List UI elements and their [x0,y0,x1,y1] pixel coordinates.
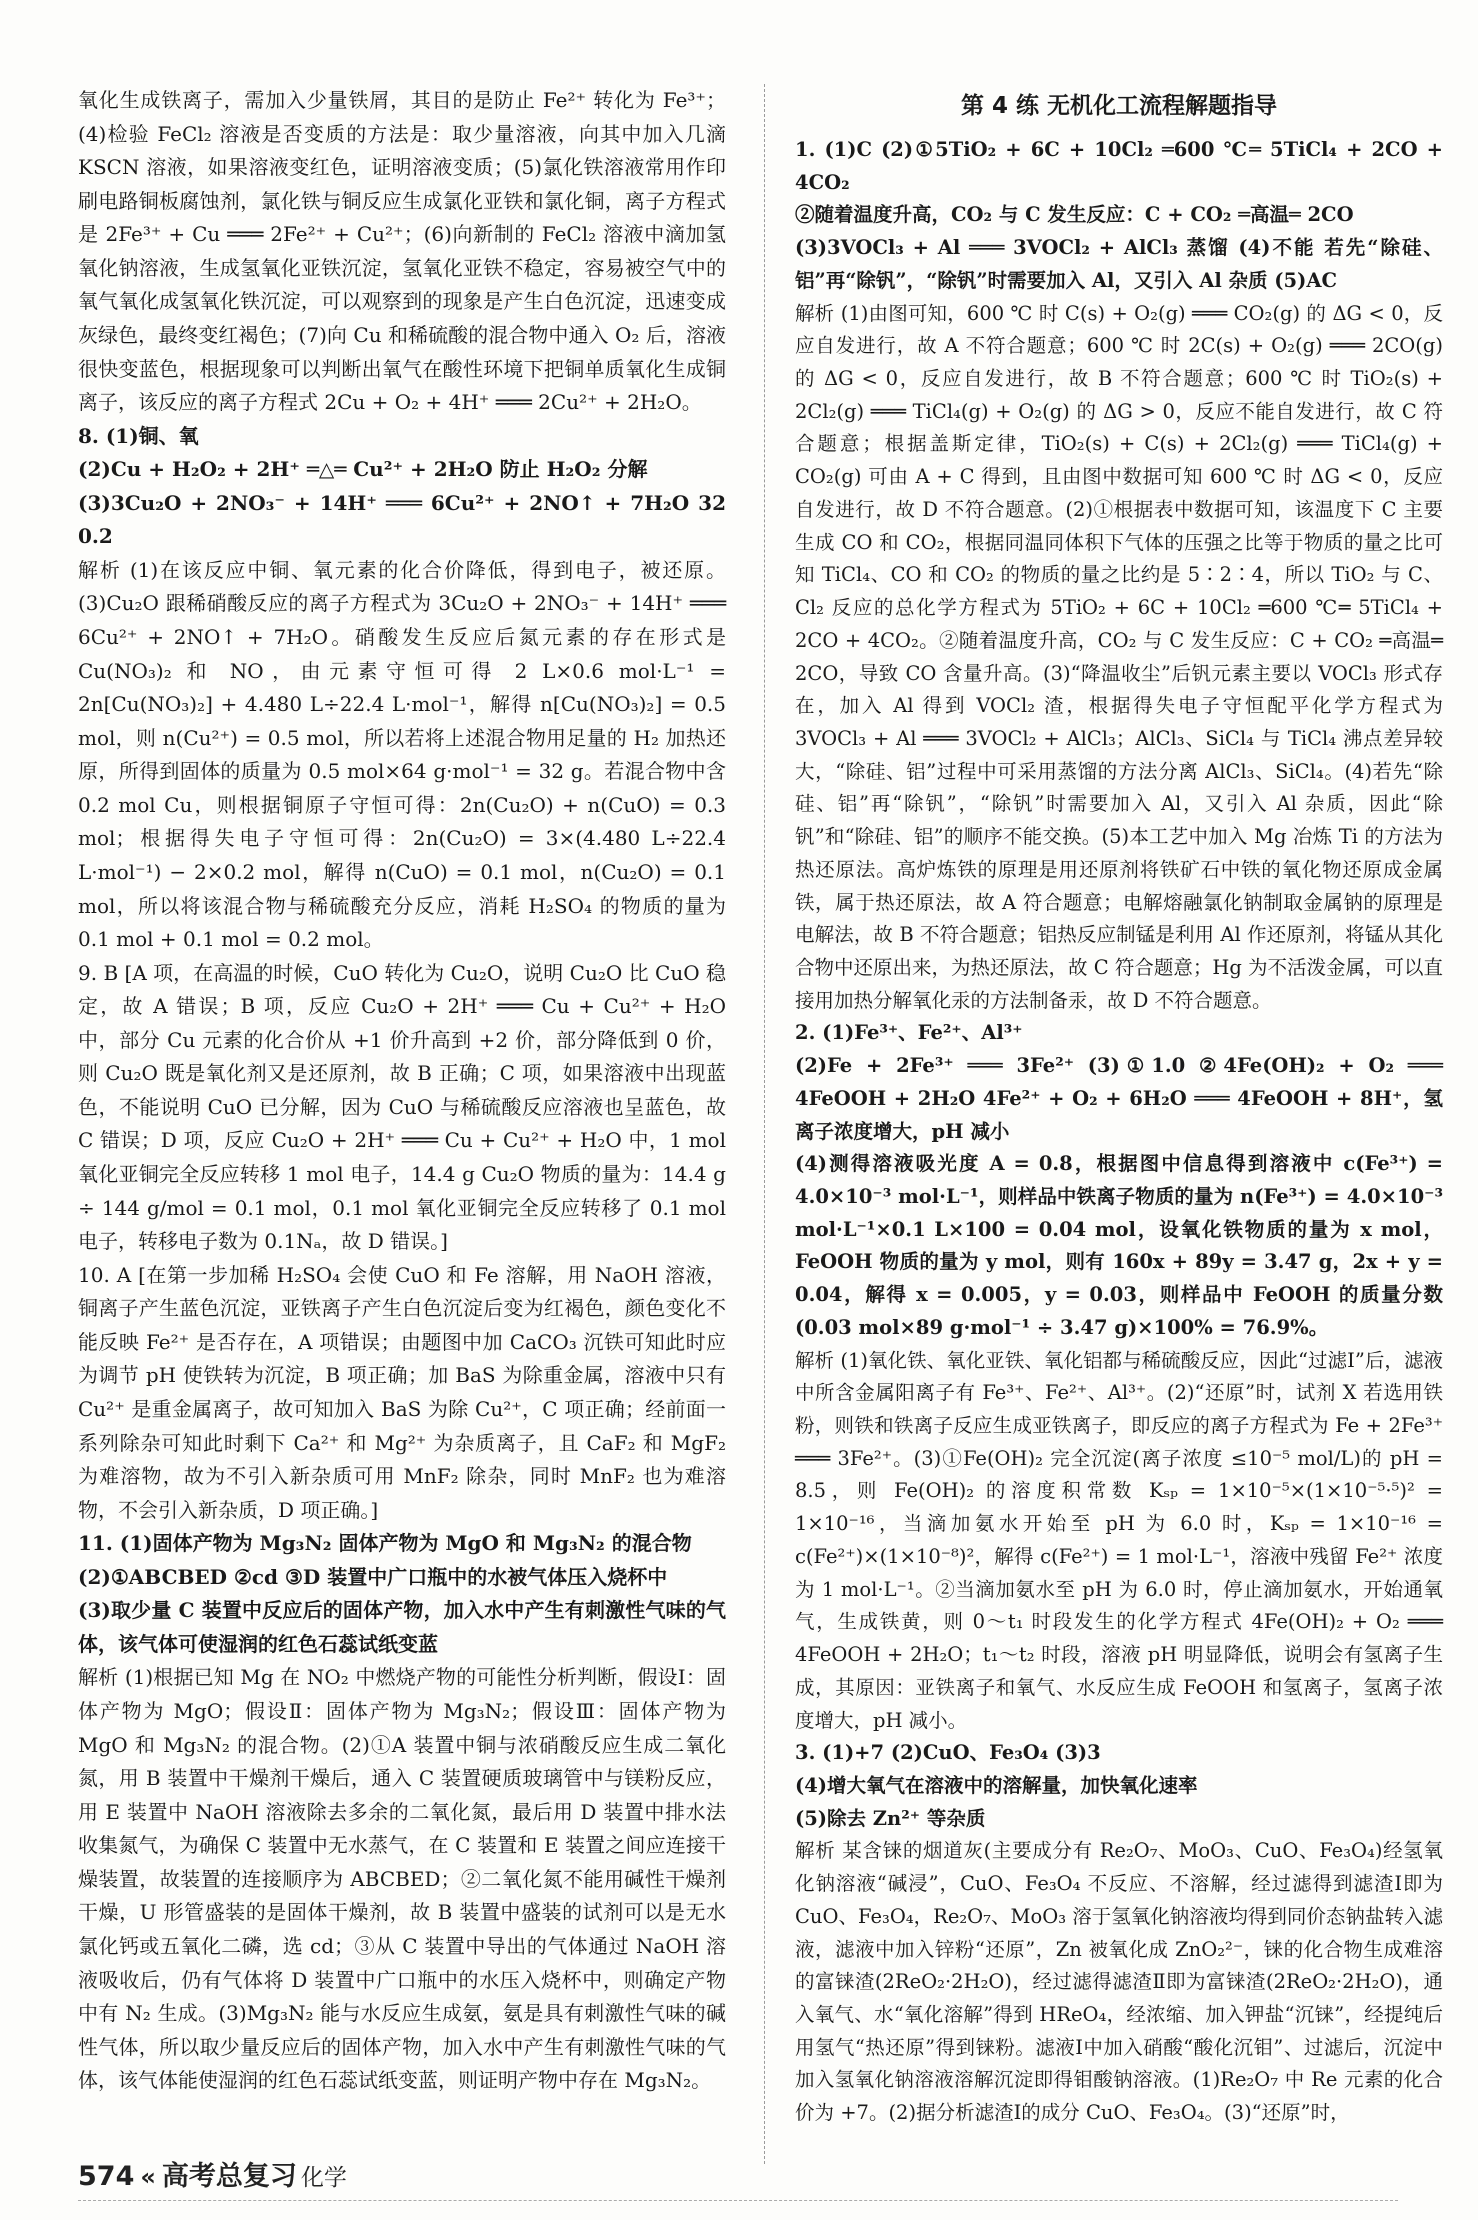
left-answer-line: 11. (1)固体产物为 Mg₃N₂ 固体产物为 MgO 和 Mg₃N₂ 的混合物 [78,1531,692,1556]
left-answer-line: (2)Cu + H₂O₂ + 2H⁺ ═△═ Cu²⁺ + 2H₂O 防止 H₂O₂ 分解 [78,457,648,482]
right-explanation-paragraph: 解析 (1)由图可知，600 ℃ 时 C(s) + O₂(g) ═══ CO₂(g) 的 ΔG < 0，反应自发进行，故 A 不符合题意；600 ℃ 时 2C(s) + O₂(g) ═══ 2CO(g) 的 ΔG < 0，反应自发进行，故 B 不符合题意；600 ℃ 时 TiO₂(s) + 2Cl₂(g) ═══ TiCl₄(g) + O₂(g) 的 ΔG > 0，反应不能自发进行，故 C 符合题意；根据盖斯定律，TiO₂(s) + C(s) + 2Cl₂(g) ═══ TiCl₄(g) + CO₂(g) 可由 A + C 得到，且由图中数据可知 600 ℃ 时 ΔG < 0，反应自发进行，故 D 不符合题意。(2)①根据表中数据可知，该温度下 C 主要生成 CO 和 CO₂，根据同温同体积下气体的压强之比等于物质的量之比可知 TiCl₄、CO 和 CO₂ 的物质的量之比约是 5∶2∶4，所以 TiO₂ 与 C、Cl₂ 反应的总化学方程式为 5TiO₂ + 6C + 10Cl₂ ═600 ℃═ 5TiCl₄ + 2CO + 4CO₂。②随着温度升高，CO₂ 与 C 发生反应：C + CO₂ ═高温═ 2CO，导致 CO 含量升高。(3)“降温收尘”后钒元素主要以 VOCl₃ 形式存在，加入 Al 得到 VOCl₂ 渣，根据得失电子守恒配平化学方程式为 3VOCl₃ + Al ═══ 3VOCl₂ + AlCl₃；AlCl₃、SiCl₄ 与 TiCl₄ 沸点差异较大，“除硅、铝”过程中可采用蒸馏的方法分离 AlCl₃、SiCl₄。(4)若先“除硅、铝”再“除钒”，“除钒”时需要加入 Al，又引入 Al 杂质，因此“除钒”和“除硅、铝”的顺序不能交换。(5)本工艺中加入 Mg 冶炼 Ti 的方法为热还原法。高炉炼铁的原理是用还原剂将铁矿石中铁的氧化物还原成金属铁，属于热还原法，故 A 符合题意；电解熔融氯化钠制取金属钠的原理是电解法，故 B 不符合题意；铝热反应制锰是利用 Al 作还原剂，将锰从其化合物中还原出来，为热还原法，故 C 符合题意；Hg 为不活泼金属，可以直接用加热分解氧化汞的方法制备汞，故 D 不符合题意。 [795,301,1444,1012]
right-answer-line: 1. (1)C (2)①5TiO₂ + 6C + 10Cl₂ ═600 ℃═ 5TiCl₄ + 2CO + 4CO₂ [795,138,1443,194]
left-explanation-paragraph: 9. B [A 项，在高温的时候，CuO 转化为 Cu₂O，说明 Cu₂O 比 CuO 稳定，故 A 错误；B 项，反应 Cu₂O + 2H⁺ ═══ Cu + Cu²⁺ + H₂O 中，部分 Cu 元素的化合价从 +1 价升高到 +2 价，部分降低到 0 价，则 Cu₂O 既是氧化剂又是还原剂，故 B 正确；C 项，如果溶液中出现蓝色，不能说明 CuO 已分解，因为 CuO 与稀硫酸反应溶液也呈蓝色，故 C 错误；D 项，反应 Cu₂O + 2H⁺ ═══ Cu + Cu²⁺ + H₂O 中，1 mol 氧化亚铜完全反应转移 1 mol 电子，14.4 g Cu₂O 物质的量为：14.4 g ÷ 144 g/mol = 0.1 mol，0.1 mol 氧化亚铜完全反应转移了 0.1 mol 电子，转移电子数为 0.1Nₐ，故 D 错误。] [78,960,726,1254]
subject-label: 化学 [300,2165,347,2191]
left-explanation-paragraph: 氧化生成铁离子，需加入少量铁屑，其目的是防止 Fe²⁺ 转化为 Fe³⁺；(4)检验 FeCl₂ 溶液是否变质的方法是：取少量溶液，向其中加入几滴 KSCN 溶液，如果溶液变红色，证明溶液变质；(5)氯化铁溶液常用作印刷电路铜板腐蚀剂，氯化铁与铜反应生成氯化亚铁和氯化铜，离子方程式是 2Fe³⁺ + Cu ═══ 2Fe²⁺ + Cu²⁺；(6)向新制的 FeCl₂ 溶液中滴加氢氧化钠溶液，生成氢氧化亚铁沉淀，氢氧化亚铁不稳定，容易被空气中的氧气氧化成氢氧化铁沉淀，可以观察到的现象是产生白色沉淀，迅速变成灰绿色，最终变红褐色；(7)向 Cu 和稀硫酸的混合物中通入 O₂ 后，溶液很快变蓝色，根据现象可以判断出氧气在酸性环境下把铜单质氧化生成铜离子，该反应的离子方程式 2Cu + O₂ + 4H⁺ ═══ 2Cu²⁺ + 2H₂O。 [78,88,726,415]
left-explanation-paragraph: 解析 (1)根据已知 Mg 在 NO₂ 中燃烧产物的可能性分析判断，假设Ⅰ：固体产物为 MgO；假设Ⅱ：固体产物为 Mg₃N₂；假设Ⅲ：固体产物为 MgO 和 Mg₃N₂ 的混合物。(2)①A 装置中铜与浓硝酸反应生成二氧化氮，用 B 装置中干燥剂干燥后，通入 C 装置硬质玻璃管中与镁粉反应，用 E 装置中 NaOH 溶液除去多余的二氧化氮，最后用 D 装置中排水法收集氮气，为确保 C 装置中无水蒸气，在 C 装置和 E 装置之间应连接干燥装置，故装置的连接顺序为 ABCBED；②二氧化氮不能用碱性干燥剂干燥，U 形管盛装的是固体干燥剂，故 B 装置中盛装的试剂可以是无水氯化钙或五氧化二磷，选 cd；③从 C 装置中导出的气体通过 NaOH 溶液吸收后，仍有气体将 D 装置中广口瓶中的水压入烧杯中，则确定产物中有 N₂ 生成。(3)Mg₃N₂ 能与水反应生成氨，氨是具有刺激性气味的碱性气体，所以取少量反应后的固体产物，加入水中产生有刺激性气味的气体，该气体能使湿润的红色石蕊试纸变蓝，则证明产物中存在 Mg₃N₂。 [78,1665,726,2093]
left-answer-line: (3)3Cu₂O + 2NO₃⁻ + 14H⁺ ═══ 6Cu²⁺ + 2NO↑ + 7H₂O 32 0.2 [78,490,726,549]
left-answer-line: (3)取少量 C 装置中反应后的固体产物，加入水中产生有刺激性气味的气体，该气体可使湿润的红色石蕊试纸变蓝 [78,1598,726,1656]
right-answer-line: 2. (1)Fe³⁺、Fe²⁺、Al³⁺ [795,1021,1023,1045]
section-title: 第 4 练 无机化工流程解题指导 [960,93,1278,119]
right-answer-line: (4)增大氧气在溶液中的溶解量，加快氧化速率 [795,1773,1198,1797]
footer-rule [78,2200,1398,2201]
left-answer-line: (2)①ABCBED ②cd ③D 装置中广口瓶中的水被气体压入烧杯中 [78,1564,668,1589]
page-footer [78,2154,347,2193]
book-title: 高考总复习 [161,2161,297,2192]
right-explanation-paragraph: 解析 某含铼的烟道灰(主要成分有 Re₂O₇、MoO₃、CuO、Fe₃O₄)经氢氧化钠溶液“碱浸”，CuO、Fe₃O₄ 不反应、不溶解，经过滤得到滤渣Ⅰ即为 CuO、Fe₃O₄，Re₂O₇、MoO₃ 溶于氢氧化钠溶液均得到同价态钠盐转入滤液，滤液中加入锌粉“还原”，Zn 被氧化成 ZnO₂²⁻，铼的化合物生成难溶的富铼渣(2ReO₂·2H₂O)，经过滤得滤渣Ⅱ即为富铼渣(2ReO₂·2H₂O)，通入氧气、水“氧化溶解”得到 HReO₄，经浓缩、加入钾盐“沉铼”，经提纯后用氢气“热还原”得到铼粉。滤液Ⅰ中加入硝酸“酸化沉钼”、过滤后，沉淀中加入氢氧化钠溶液溶解沉淀即得钼酸钠溶液。(1)Re₂O₇ 中 Re 元素的化合价为 +7。(2)据分析滤渣Ⅰ的成分 CuO、Fe₃O₄。(3)“还原”时， [795,1839,1443,2125]
right-answer-line: ②随着温度升高，CO₂ 与 C 发生反应：C + CO₂ ═高温═ 2CO [795,203,1354,227]
double-chevron-icon: « [140,2163,156,2191]
column-divider [764,84,765,2164]
page-number: 574 [78,2161,135,2192]
right-answer-line: (5)除去 Zn²⁺ 等杂质 [795,1806,986,1830]
left-explanation-paragraph: 解析 (1)在该反应中铜、氧元素的化合价降低，得到电子，被还原。(3)Cu₂O 跟稀硝酸反应的离子方程式为 3Cu₂O + 2NO₃⁻ + 14H⁺ ═══ 6Cu²⁺ + 2NO↑ + 7H₂O。硝酸发生反应后氮元素的存在形式是 Cu(NO₃)₂ 和 NO，由元素守恒可得 2 L×0.6 mol·L⁻¹ = 2n[Cu(NO₃)₂] + 4.480 L÷22.4 L·mol⁻¹，解得 n[Cu(NO₃)₂] = 0.5 mol，则 n(Cu²⁺) = 0.5 mol，所以若将上述混合物用足量的 H₂ 加热还原，所得到固体的质量为 0.5 mol×64 g·mol⁻¹ = 32 g。若混合物中含 0.2 mol Cu，则根据铜原子守恒可得：2n(Cu₂O) + n(CuO) = 0.3 mol；根据得失电子守恒可得：2n(Cu₂O) = 3×(4.480 L÷22.4 L·mol⁻¹) − 2×0.2 mol，解得 n(CuO) = 0.1 mol，n(Cu₂O) = 0.1 mol，所以将该混合物与稀硫酸充分反应，消耗 H₂SO₄ 的物质的量为 0.1 mol + 0.1 mol = 0.2 mol。 [78,557,726,952]
right-answer-line: (4)测得溶液吸光度 A = 0.8，根据图中信息得到溶液中 c(Fe³⁺) = 4.0×10⁻³ mol·L⁻¹，则样品中铁离子物质的量为 n(Fe³⁺) = 4.0×10⁻³ mol·L⁻¹×0.1 L×100 = 0.04 mol，设氧化铁物质的量为 x mol，FeOOH 物质的量为 y mol，则有 160x + 89y = 3.47 g，2x + y = 0.04，解得 x = 0.005，y = 0.03，则样品中 FeOOH 的质量分数 (0.03 mol×89 g·mol⁻¹ ÷ 3.47 g)×100% = 76.9%。 [795,1152,1443,1339]
right-answer-line: (3)3VOCl₃ + Al ═══ 3VOCl₂ + AlCl₃ 蒸馏 (4)不能 若先“除硅、铝”再“除钒”，“除钒”时需要加入 Al，又引入 Al 杂质 (5)AC [795,236,1443,292]
right-explanation-paragraph: 解析 (1)氧化铁、氧化亚铁、氧化铝都与稀硫酸反应，因此“过滤Ⅰ”后，滤液中所含金属阳离子有 Fe³⁺、Fe²⁺、Al³⁺。(2)“还原”时，试剂 X 若选用铁粉，则铁和铁离子反应生成亚铁离子，即反应的离子方程式为 Fe + 2Fe³⁺ ═══ 3Fe²⁺。(3)①Fe(OH)₂ 完全沉淀(离子浓度 ≤10⁻⁵ mol/L)的 pH = 8.5，则 Fe(OH)₂ 的溶度积常数 Kₛₚ = 1×10⁻⁵×(1×10⁻⁵·⁵)² = 1×10⁻¹⁶，当滴加氨水开始至 pH 为 6.0 时，Kₛₚ = 1×10⁻¹⁶ = c(Fe²⁺)×(1×10⁻⁸)²，解得 c(Fe²⁺) = 1 mol·L⁻¹，溶液中残留 Fe²⁺ 浓度为 1 mol·L⁻¹。②当滴加氨水至 pH 为 6.0 时，停止滴加氨水，开始通氧气，生成铁黄，则 0～t₁ 时段发生的化学方程式 4Fe(OH)₂ + O₂ ═══ 4FeOOH + 2H₂O；t₁～t₂ 时段，溶液 pH 明显降低，说明会有氢离子生成，其原因：亚铁离子和氧气、水反应生成 FeOOH 和氢离子，氢离子浓度增大，pH 减小。 [795,1348,1443,1732]
right-answer-line: 3. (1)+7 (2)CuO、Fe₃O₄ (3)3 [795,1741,1101,1765]
right-column [795,84,1443,2130]
right-answer-line: (2)Fe + 2Fe³⁺ ═══ 3Fe²⁺ (3)①1.0 ②4Fe(OH)₂ + O₂ ═══ 4FeOOH + 2H₂O 4Fe²⁺ + O₂ + 6H₂O ═══ 4FeOOH + 8H⁺，氢离子浓度增大，pH 减小 [795,1054,1443,1143]
left-column [78,84,726,2098]
left-answer-line: 8. (1)铜、氧 [78,423,199,448]
left-explanation-paragraph: 10. A [在第一步加稀 H₂SO₄ 会使 CuO 和 Fe 溶解，用 NaOH 溶液，铜离子产生蓝色沉淀，亚铁离子产生白色沉淀后变为红褐色，颜色变化不能反映 Fe²⁺ 是否存在，A 项错误；由题图中加 CaCO₃ 沉铁可知此时应为调节 pH 使铁转为沉淀，B 项正确；加 BaS 为除重金属，溶液中只有 Cu²⁺ 是重金属离子，故可知加入 BaS 为除 Cu²⁺，C 项正确；经前面一系列除杂可知此时剩下 Ca²⁺ 和 Mg²⁺ 为杂质离子，且 CaF₂ 和 MgF₂ 为难溶物，故为不引入新杂质可用 MnF₂ 除杂，同时 MnF₂ 也为难溶物，不会引入新杂质，D 项正确。] [78,1262,726,1522]
